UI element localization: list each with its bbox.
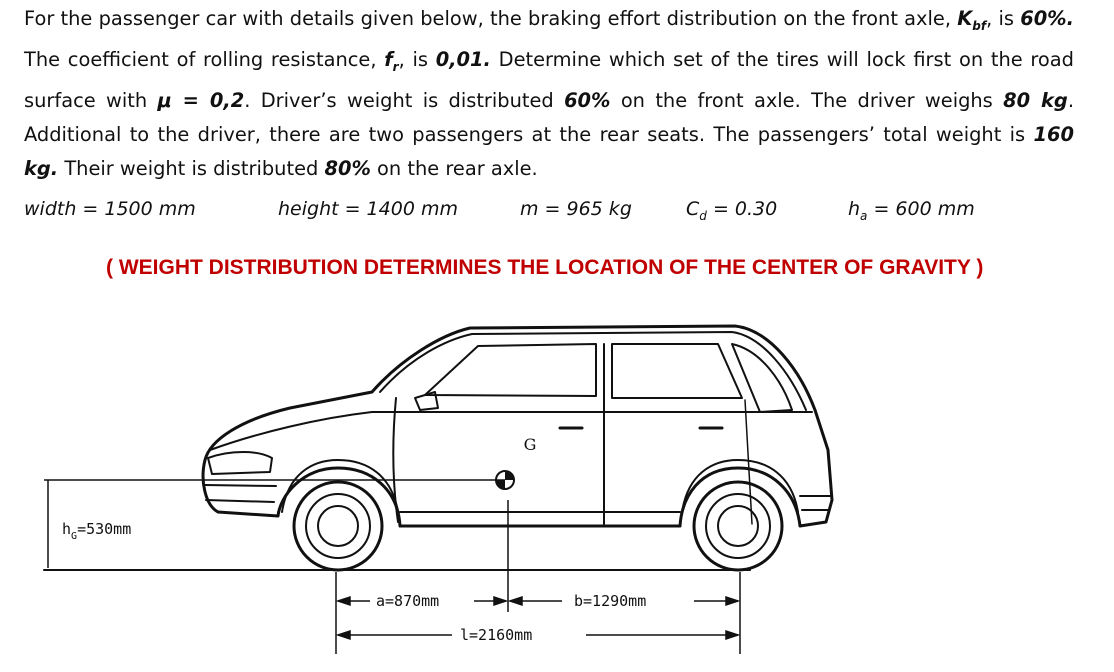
problem-statement: For the passenger car with details given below, the braking effort distribution on the front axle, $K_{bf}$, is 60%. The coefficient of rolling resistance, $f_r$, is 0,01. Determine which set of the tires will lock first on the road surface with μ = 0,2. Driver’s weight is distributed 60% on the front axle. The driver weighs 80 kg. Additional to the driver, there are two passengers at the rear seats. The passengers’ total weight is 160 kg. Their weight is distributed 80% on the rear axle. xyxy=(24,7,1074,180)
wheelbase-dimension xyxy=(338,631,738,639)
side-mirror xyxy=(415,392,438,410)
rear-bumper xyxy=(800,496,830,510)
headlight xyxy=(208,452,272,474)
rear-door-window xyxy=(612,344,742,398)
vehicle-parameters xyxy=(0,198,1114,230)
param-mass: m = 965 kg xyxy=(520,198,632,220)
front-bumper xyxy=(205,485,276,502)
rear-axle-distance-label: b=1290mm xyxy=(574,592,647,610)
rear-wheel xyxy=(694,482,782,570)
front-wheel xyxy=(294,482,382,570)
param-aero-height: $h_a = 600$ mm xyxy=(848,198,975,223)
cg-label: G xyxy=(523,435,537,454)
param-width: width = 1500 mm xyxy=(24,198,196,220)
param-drag-coefficient: $C_d = 0.30$ xyxy=(686,198,778,223)
car-side-view-diagram xyxy=(0,300,1114,672)
front-door-window xyxy=(425,344,596,396)
param-height: height = 1400 mm xyxy=(278,198,458,220)
front-axle-distance-label: a=870mm xyxy=(376,592,440,610)
cg-height-label: $h_G=530mm$ xyxy=(62,520,132,542)
center-of-gravity-note: ( WEIGHT DISTRIBUTION DETERMINES THE LOCATION OF THE CENTER OF GRAVITY ) xyxy=(106,256,984,279)
wheelbase-label: l=2160mm xyxy=(460,626,533,644)
